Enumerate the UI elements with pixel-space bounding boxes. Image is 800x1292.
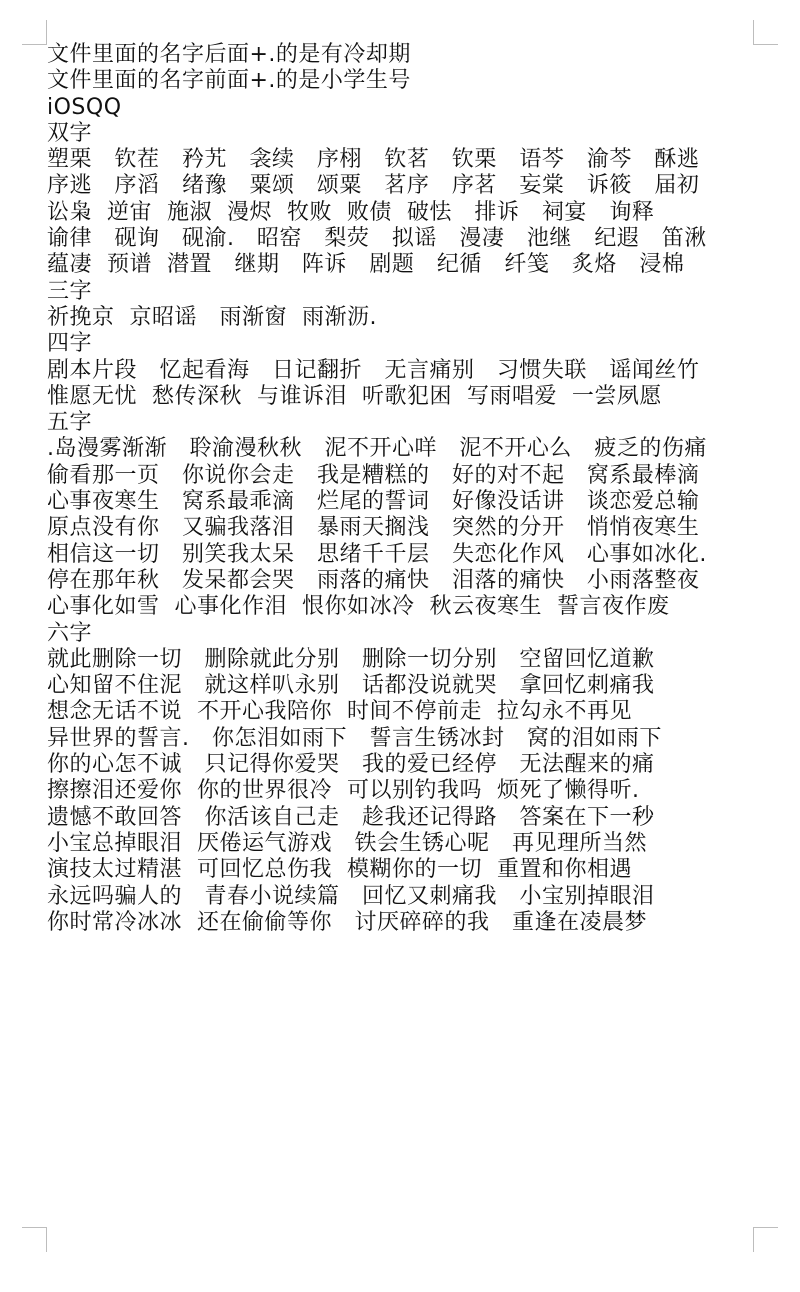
text-line: 演技太过精湛 可回忆总伤我 模糊你的一切 重置和你相遇 [47,857,632,883]
crop-mark-bottom-left [22,1227,47,1252]
section-heading: 四字 [47,331,93,357]
text-line: 相信这一切 别笑我太呆 思绪千千层 失恋化作风 心事如冰化. [47,541,707,567]
crop-mark-top-left [22,20,47,45]
text-line: 祈挽京 京昭谣 雨渐窗 雨渐沥. [47,304,377,330]
text-line: 遗憾不敢回答 你活该自己走 趁我还记得路 答案在下一秒 [47,804,655,830]
text-line: 剧本片段 忆起看海 日记翻折 无言痛别 习惯失联 谣闻丝竹 [47,357,700,383]
text-line: 擦擦泪还爱你 你的世界很冷 可以别钓我吗 烦死了懒得听. [47,778,640,804]
text-line: .岛漫雾渐渐 聆渝漫秋秋 泥不开心咩 泥不开心么 疲乏的伤痛 [47,436,707,462]
text-line: 你时常冷冰冰 还在偷偷等你 讨厌碎碎的我 重逢在凌晨梦 [47,909,647,935]
text-line: 文件里面的名字后面+.的是有冷却期 [47,42,411,67]
text-line: 异世界的誓言. 你怎泪如雨下 誓言生锈冰封 窝的泪如雨下 [47,725,662,751]
section-heading: 三字 [47,278,93,304]
text-line: 讼枭 逆宙 施淑 漫烬 牧败 败债 破怯 排诉 祠宴 询释 [47,199,655,225]
text-line: 惟愿无忧 愁传深秋 与谁诉泪 听歌犯困 写雨唱爱 一尝夙愿 [47,383,662,409]
crop-mark-bottom-right [753,1227,778,1252]
text-line: 心知留不住泥 就这样叭永别 话都没说就哭 拿回忆刺痛我 [47,673,655,699]
text-line: 停在那年秋 发呆都会哭 雨落的痛快 泪落的痛快 小雨落整夜 [47,567,700,593]
document-body [47,42,753,936]
crop-mark-top-right [753,20,778,45]
text-line: 塑栗 钦茬 矜艽 衾续 序栩 钦茗 钦栗 语芩 渝芩 酥逃 [47,147,700,173]
text-line: 心事化如雪 心事化作泪 恨你如冰冷 秋云夜寒生 誓言夜作废 [47,594,670,620]
section-heading: 双字 [47,120,93,146]
text-line: 想念无话不说 不开心我陪你 时间不停前走 拉勾永不再见 [47,699,632,725]
text-line: 谕律 砚询 砚渝. 昭窑 梨荧 拟谣 漫凄 池继 纪遐 笛湫 [47,226,707,252]
section-heading: 五字 [47,410,93,436]
text-line: 你的心怎不诚 只记得你爱哭 我的爱已经停 无法醒来的痛 [47,752,655,778]
text-line: iOSQQ [47,94,122,120]
section-heading: 六字 [47,620,93,646]
text-line: 小宝总掉眼泪 厌倦运气游戏 铁会生锈心呢 再见理所当然 [47,830,647,856]
text-line: 偷看那一页 你说你会走 我是糟糕的 好的对不起 窝系最棒滴 [47,462,700,488]
text-line: 序逃 序滔 绪豫 粟颂 颂粟 茗序 序茗 妄棠 诉筱 届初 [47,173,700,199]
text-line: 蕴凄 预谱 潜置 继期 阵诉 剧题 纪循 纤笺 炙烙 浸棉 [47,252,685,278]
text-line: 永远吗骗人的 青春小说续篇 回忆又刺痛我 小宝别掉眼泪 [47,883,655,909]
text-line: 原点没有你 又骗我落泪 暴雨天搁浅 突然的分开 悄悄夜寒生 [47,515,700,541]
text-line: 心事夜寒生 窝系最乖滴 烂尾的誓词 好像没话讲 谈恋爱总输 [47,489,700,515]
text-line: 文件里面的名字前面+.的是小学生号 [47,68,411,94]
text-line: 就此删除一切 删除就此分别 删除一切分别 空留回忆道歉 [47,646,655,672]
